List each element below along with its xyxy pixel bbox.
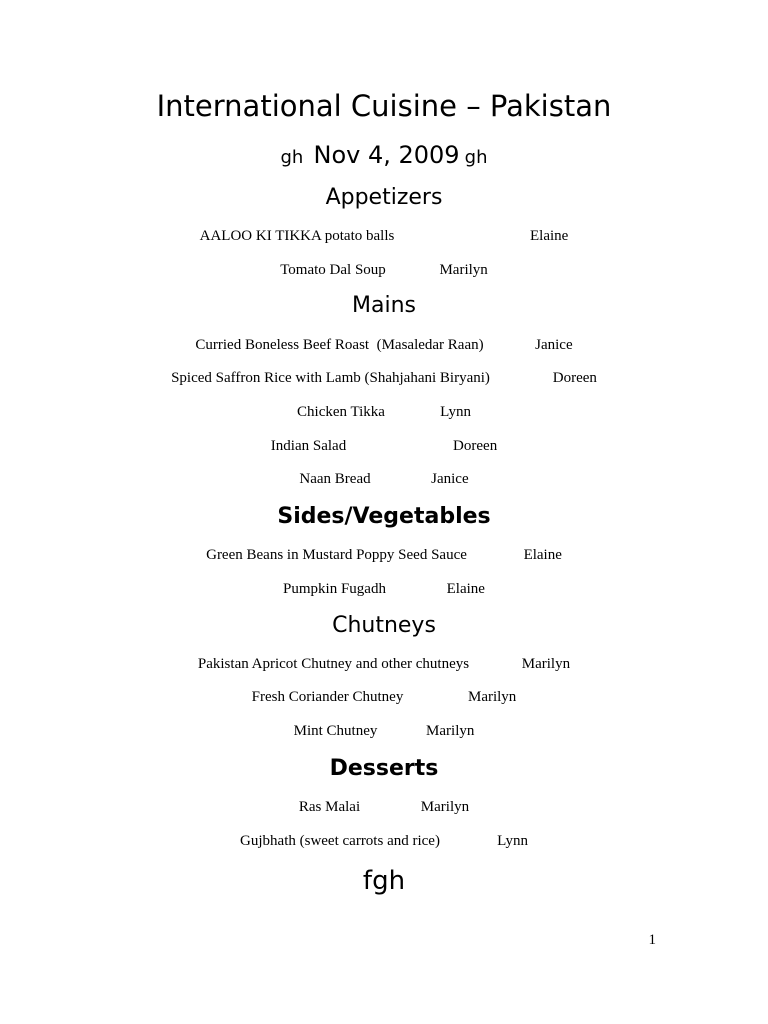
dish-name: AALOO KI TIKKA potato balls (199, 228, 395, 244)
dish-name: Gujbhath (sweet carrots and rice) (240, 833, 440, 849)
cook-name: Doreen (453, 438, 498, 454)
date-prefix: gh (280, 147, 304, 168)
dish-name: Chicken Tikka (297, 404, 385, 420)
document-title: International Cuisine – Pakistan (156, 89, 612, 123)
cook-name: Janice (535, 337, 573, 353)
dish-name: Fresh Coriander Chutney (251, 689, 404, 705)
heading-mains: Mains (352, 293, 416, 318)
heading-sides: Sides/Vegetables (277, 504, 491, 529)
cook-name: Marilyn (426, 723, 475, 739)
page-number: 1 (648, 932, 656, 948)
event-date: Nov 4, 2009 (313, 141, 460, 169)
footer-text: fgh (362, 866, 406, 896)
cook-name: Janice (431, 471, 469, 487)
menu-item (0, 548, 768, 563)
menu-item (0, 657, 768, 672)
menu-item (0, 690, 768, 705)
cook-name: Lynn (497, 833, 528, 849)
date-line (0, 143, 768, 167)
dish-name: Indian Salad (270, 438, 347, 454)
menu-item (0, 338, 768, 353)
heading-appetizers: Appetizers (325, 185, 443, 210)
cook-name: Marilyn (467, 689, 517, 705)
heading-chutneys: Chutneys (332, 613, 436, 638)
menu-item (0, 439, 768, 454)
dish-name: Spiced Saffron Rice with Lamb (Shahjahani Biryani) (171, 370, 490, 386)
cook-name: Marilyn (420, 799, 470, 815)
cook-name: Doreen (552, 370, 597, 386)
date-suffix: gh (464, 147, 488, 168)
menu-item (0, 472, 768, 487)
cook-name: Marilyn (439, 262, 488, 278)
cook-name: Marilyn (521, 656, 571, 672)
heading-desserts: Desserts (329, 756, 439, 781)
dish-name: Tomato Dal Soup (280, 262, 386, 278)
menu-item (0, 229, 768, 244)
cook-name: Elaine (530, 228, 569, 244)
dish-name: Curried Boneless Beef Roast (Masaledar Raan) (195, 337, 484, 353)
menu-item (0, 405, 768, 420)
dish-name: Pakistan Apricot Chutney and other chutneys (197, 656, 470, 672)
cook-name: Elaine (523, 547, 562, 563)
menu-item (0, 371, 768, 386)
cook-name: Elaine (446, 581, 485, 597)
dish-name: Green Beans in Mustard Poppy Seed Sauce (206, 547, 467, 563)
dish-name: Ras Malai (298, 799, 361, 815)
menu-item (0, 834, 768, 849)
cook-name: Lynn (440, 404, 471, 420)
menu-item (0, 800, 768, 815)
dish-name: Naan Bread (299, 471, 371, 487)
dish-name: Mint Chutney (293, 723, 378, 739)
dish-name: Pumpkin Fugadh (283, 581, 386, 597)
menu-item (0, 724, 768, 739)
menu-item (0, 263, 768, 278)
menu-item (0, 582, 768, 597)
